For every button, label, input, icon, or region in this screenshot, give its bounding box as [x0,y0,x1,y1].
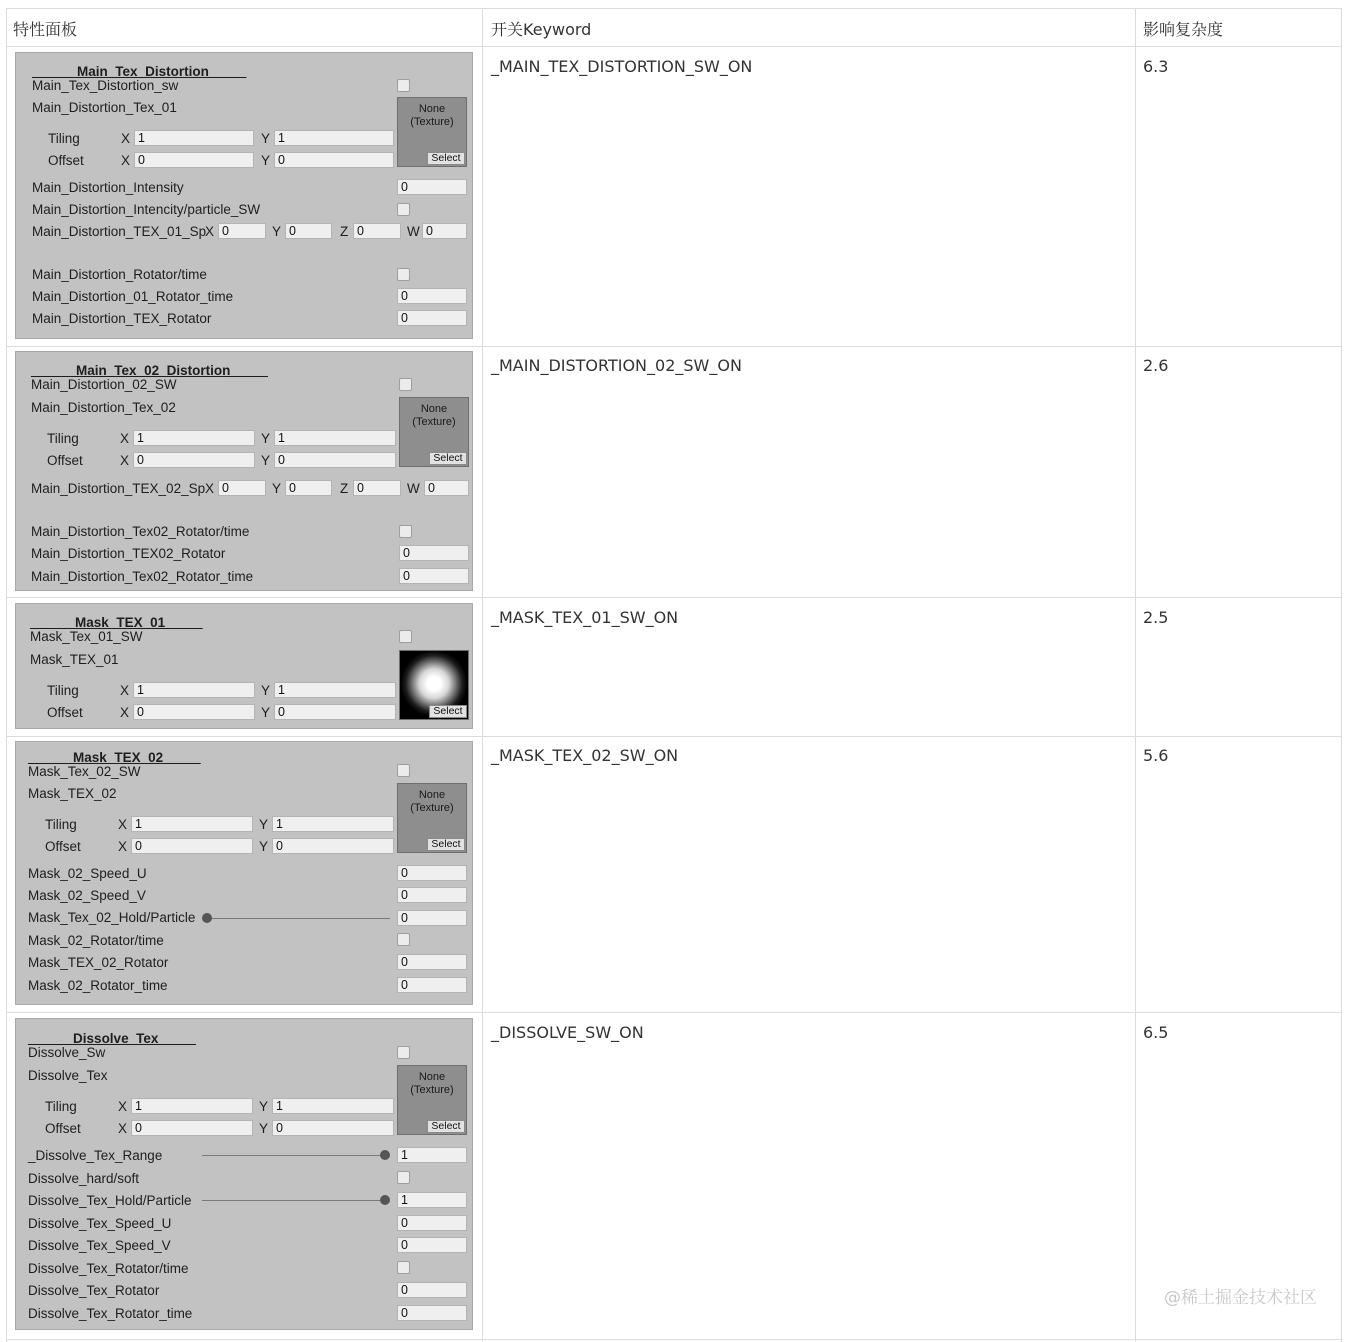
speed-u-label: Mask_02_Speed_U [28,866,147,881]
header-feature-panel: 特性面板 [13,20,78,39]
rotator-field[interactable]: 0 [397,1282,467,1298]
axis-x-label: X [118,1099,128,1114]
select-button[interactable]: Select [427,152,465,165]
offset-x-field[interactable]: 0 [131,838,253,854]
offset-y-field[interactable]: 0 [274,704,396,720]
texture-name: None (Texture) [410,1071,454,1096]
mask-texture-slot[interactable] [399,650,469,720]
speed-x-field[interactable]: 0 [218,480,266,496]
speed-x-field[interactable]: 0 [218,223,266,239]
watermark: @稀土掘金技术社区 [1164,1288,1317,1308]
complexity-cell: 6.5 [1143,1023,1169,1042]
rotator-time-label: Main_Distortion_Tex02_Rotator/time [31,524,250,539]
texture-slot[interactable] [397,783,467,853]
axis-y-label: Y [259,839,269,854]
axis-x-label: X [121,153,131,168]
axis-x-label: X [205,481,215,496]
keyword-cell: _MASK_TEX_02_SW_ON [491,746,679,765]
tiling-y-field[interactable]: 1 [272,1098,394,1114]
speed-y-field[interactable]: 0 [285,223,332,239]
speed-label: Main_Distortion_TEX_02_Sp [31,481,206,496]
hold-particle-field[interactable]: 0 [397,910,467,926]
switch-checkbox[interactable] [397,1046,410,1059]
tiling-label: Tiling [47,431,79,446]
axis-x-label: X [120,705,130,720]
complexity-cell: 2.5 [1143,608,1169,627]
speed-w-field[interactable]: 0 [424,480,469,496]
offset-label: Offset [45,1121,81,1136]
hard-soft-label: Dissolve_hard/soft [28,1171,140,1186]
hold-particle-field[interactable]: 1 [397,1192,467,1208]
axis-y-label: Y [261,683,271,698]
range-slider-handle[interactable] [380,1150,390,1160]
select-button[interactable]: Select [427,838,465,851]
section-title: ______Dissolve_Tex_____ [28,1031,196,1046]
offset-label: Offset [45,839,81,854]
axis-y-label: Y [259,1099,269,1114]
rotator-label: Mask_TEX_02_Rotator [28,955,169,970]
offset-label: Offset [47,453,83,468]
texture-name: None (Texture) [410,103,454,128]
switch-label: Mask_Tex_02_SW [28,764,141,779]
rotator-field[interactable]: 0 [399,545,469,561]
section-title: ______Main_Tex_02_Distortion_____ [31,363,268,378]
offset-x-field[interactable]: 0 [133,704,255,720]
speed-z-field[interactable]: 0 [353,223,401,239]
column-divider [1135,8,1136,1342]
rotator-time-field[interactable]: 0 [397,977,467,993]
header-keyword: 开关Keyword [491,20,592,39]
switch-checkbox[interactable] [399,630,412,643]
tiling-y-field[interactable]: 1 [274,430,396,446]
hold-slider-track[interactable] [202,918,390,919]
tex-rotator-label: Main_Distortion_TEX_Rotator [32,311,212,326]
axis-x-label: X [120,431,130,446]
texture-label: Dissolve_Tex [28,1068,108,1083]
inspector-panel-main-distortion [15,52,473,339]
tiling-x-field[interactable]: 1 [133,430,255,446]
speed-v-label: Dissolve_Tex_Speed_V [28,1238,171,1253]
speed-v-field[interactable]: 0 [397,887,467,903]
hard-soft-checkbox[interactable] [397,1171,410,1184]
intensity-field[interactable]: 0 [397,179,467,195]
range-slider-track[interactable] [202,1155,384,1156]
tiling-label: Tiling [45,1099,77,1114]
row-divider [6,346,1342,347]
select-button[interactable]: Select [427,1120,465,1133]
hold-particle-label: Mask_Tex_02_Hold/Particle [28,910,196,925]
section-title: ______Mask_TEX_01_____ [30,615,203,630]
texture-name: None (Texture) [410,789,454,814]
axis-y-label: Y [261,705,271,720]
offset-x-field[interactable]: 0 [134,152,254,168]
axis-x-label: X [118,817,128,832]
rotator-time-checkbox[interactable] [397,933,410,946]
rotator-time-field[interactable]: 0 [399,568,469,584]
row-divider [6,597,1342,598]
rotator-time-field[interactable]: 0 [397,1305,467,1321]
rotator-label: Main_Distortion_TEX02_Rotator [31,546,226,561]
header-complexity: 影响复杂度 [1143,20,1224,39]
table-border-top [6,8,1342,9]
texture-label: Main_Distortion_Tex_02 [31,400,176,415]
axis-y-label: Y [261,153,271,168]
rotator-field[interactable]: 0 [397,954,467,970]
tiling-label: Tiling [45,817,77,832]
speed-label: Main_Distortion_TEX_01_Sp [32,224,207,239]
keyword-cell: _MASK_TEX_01_SW_ON [491,608,679,627]
switch-label: Dissolve_Sw [28,1045,106,1060]
keyword-cell: _MAIN_TEX_DISTORTION_SW_ON [491,57,753,76]
axis-x-label: X [205,224,215,239]
table-border-left [6,8,7,1342]
keyword-cell: _MAIN_DISTORTION_02_SW_ON [491,356,742,375]
offset-x-field[interactable]: 0 [133,452,255,468]
axis-y-label: Y [272,224,282,239]
rotator-time-value-label: Dissolve_Tex_Rotator_time [28,1306,193,1321]
texture-label: Mask_TEX_02 [28,786,117,801]
offset-y-field[interactable]: 0 [274,152,394,168]
rotator-time-checkbox[interactable] [397,1261,410,1274]
tiling-y-field[interactable]: 1 [274,682,396,698]
rotator-time-value-label: Main_Distortion_Tex02_Rotator_time [31,569,254,584]
axis-x-label: X [121,131,131,146]
axis-w-label: W [407,224,420,239]
complexity-cell: 2.6 [1143,356,1169,375]
rotator-01-time-field[interactable]: 0 [397,288,467,304]
offset-y-field[interactable]: 0 [274,452,396,468]
rotator-time-label: Dissolve_Tex_Rotator/time [28,1261,189,1276]
rotator-time-label: Main_Distortion_Rotator/time [32,267,207,282]
axis-y-label: Y [261,431,271,446]
switch-label: Main_Tex_Distortion_sw [32,78,179,93]
tiling-x-field[interactable]: 1 [134,130,254,146]
select-button[interactable]: Select [429,452,467,465]
hold-particle-label: Dissolve_Tex_Hold/Particle [28,1193,192,1208]
range-field[interactable]: 1 [397,1147,467,1163]
select-button[interactable]: Select [429,705,467,718]
texture-slot[interactable] [397,1065,467,1135]
texture-slot[interactable] [397,97,467,167]
axis-y-label: Y [259,817,269,832]
speed-v-field[interactable]: 0 [397,1237,467,1253]
axis-z-label: Z [340,481,349,496]
hold-slider-track[interactable] [202,1200,384,1201]
row-divider [6,736,1342,737]
row-divider [6,1339,1342,1340]
axis-x-label: X [120,683,130,698]
section-title: ______Mask_TEX_02_____ [28,750,201,765]
axis-x-label: X [118,1121,128,1136]
complexity-cell: 5.6 [1143,746,1169,765]
offset-x-field[interactable]: 0 [131,1120,253,1136]
switch-label: Mask_Tex_01_SW [30,629,143,644]
tex-rotator-field[interactable]: 0 [397,310,467,326]
speed-w-field[interactable]: 0 [422,223,467,239]
intensity-label: Main_Distortion_Intensity [32,180,184,195]
rotator-time-value-label: Mask_02_Rotator_time [28,978,168,993]
row-divider [6,1012,1342,1013]
texture-slot[interactable] [399,397,469,467]
tiling-label: Tiling [47,683,79,698]
axis-x-label: X [120,453,130,468]
inspector-panel-dissolve [15,1018,473,1330]
section-title: ______Main_Tex_Distortion_____ [32,64,247,79]
tiling-y-field[interactable]: 1 [272,816,394,832]
rotator-01-time-label: Main_Distortion_01_Rotator_time [32,289,234,304]
range-label: _Dissolve_Tex_Range [28,1148,163,1163]
particle-switch-checkbox[interactable] [397,203,410,216]
switch-checkbox[interactable] [397,79,410,92]
axis-y-label: Y [259,1121,269,1136]
axis-y-label: Y [272,481,282,496]
texture-label: Mask_TEX_01 [30,652,119,667]
inspector-panel-mask-01 [15,603,473,729]
tiling-x-field[interactable]: 1 [131,1098,253,1114]
offset-label: Offset [48,153,84,168]
switch-checkbox[interactable] [399,378,412,391]
rotator-time-checkbox[interactable] [399,525,412,538]
axis-y-label: Y [261,453,271,468]
axis-x-label: X [118,839,128,854]
offset-y-field[interactable]: 0 [272,1120,394,1136]
keyword-cell: _DISSOLVE_SW_ON [491,1023,644,1042]
tiling-x-field[interactable]: 1 [131,816,253,832]
axis-z-label: Z [340,224,349,239]
offset-y-field[interactable]: 0 [272,838,394,854]
speed-u-label: Dissolve_Tex_Speed_U [28,1216,172,1231]
speed-z-field[interactable]: 0 [353,480,401,496]
switch-label: Main_Distortion_02_SW [31,377,177,392]
hold-slider-handle[interactable] [380,1195,390,1205]
complexity-cell: 6.3 [1143,57,1169,76]
tiling-y-field[interactable]: 1 [274,130,394,146]
rotator-time-checkbox[interactable] [397,268,410,281]
inspector-panel-mask-02 [15,741,473,1005]
column-divider [482,8,483,1342]
axis-w-label: W [407,481,420,496]
axis-y-label: Y [261,131,271,146]
switch-checkbox[interactable] [397,764,410,777]
speed-u-field[interactable]: 0 [397,865,467,881]
inspector-panel-main-distortion-02 [15,351,473,591]
rotator-label: Dissolve_Tex_Rotator [28,1283,160,1298]
particle-switch-label: Main_Distortion_Intencity/particle_SW [32,202,261,217]
texture-label: Main_Distortion_Tex_01 [32,100,177,115]
tiling-x-field[interactable]: 1 [133,682,255,698]
speed-u-field[interactable]: 0 [397,1215,467,1231]
table-border-right [1341,8,1342,1342]
speed-y-field[interactable]: 0 [285,480,332,496]
speed-v-label: Mask_02_Speed_V [28,888,146,903]
header-divider [6,46,1342,47]
tiling-label: Tiling [48,131,80,146]
rotator-time-label: Mask_02_Rotator/time [28,933,164,948]
offset-label: Offset [47,705,83,720]
hold-slider-handle[interactable] [202,913,212,923]
texture-name: None (Texture) [412,403,456,428]
